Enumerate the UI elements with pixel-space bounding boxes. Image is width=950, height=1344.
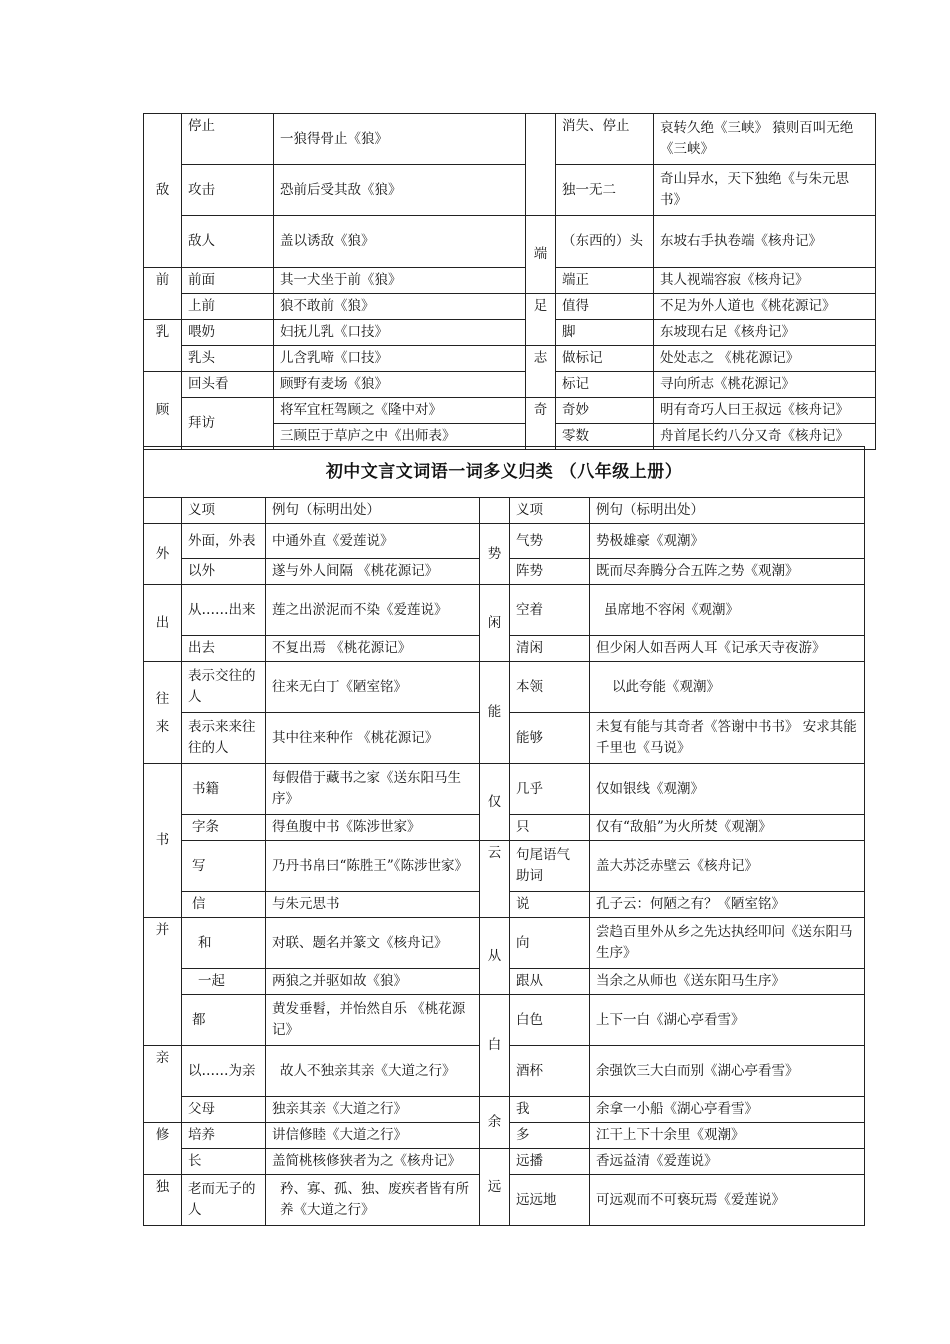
word-cell: 端 (526, 216, 556, 294)
meaning-cell: 以外 (182, 559, 266, 585)
meaning-cell: 酒杯 (510, 1046, 590, 1097)
meaning-cell: 长 (182, 1149, 266, 1175)
meaning-cell: 表示来来往往的人 (182, 713, 266, 764)
meaning-cell: 气势 (510, 524, 590, 559)
example-cell: 对联、题名并篆文《核舟记》 (266, 918, 480, 969)
meaning-cell: 外面，外表 (182, 524, 266, 559)
meaning-cell: 只 (510, 815, 590, 841)
top-continued-table (143, 113, 876, 450)
meaning-cell: 端正 (556, 268, 654, 294)
meaning-cell: 表示交往的人 (182, 662, 266, 713)
header-meaning: 义项 (182, 498, 266, 524)
example-cell: 可远观而不可亵玩焉《爱莲说》 (590, 1175, 865, 1226)
word-cell: 乳 (144, 320, 182, 372)
meaning-cell: 空着 (510, 585, 590, 636)
example-cell: 莲之出淤泥而不染《爱莲说》 (266, 585, 480, 636)
example-cell: 三顾臣于草庐之中《出师表》 (274, 424, 526, 450)
meaning-cell: 和 (182, 918, 266, 969)
example-cell: 矜、寡、孤、独、废疾者皆有所养《大道之行》 (266, 1175, 480, 1226)
meaning-cell: 消失、停止 (556, 114, 654, 165)
example-cell: 舟首尾长约八分又奇《核舟记》 (654, 424, 876, 450)
word-cell (526, 114, 556, 216)
meaning-cell: 攻击 (182, 165, 274, 216)
header-meaning: 义项 (510, 498, 590, 524)
word-cell: 云 (480, 841, 510, 918)
example-cell: 尝趋百里外从乡之先达执经叩问《送东阳马生序》 (590, 918, 865, 969)
example-cell: 盖以诱敌《狼》 (274, 216, 526, 268)
word-cell: 志 (526, 346, 556, 398)
meaning-cell: 父母 (182, 1097, 266, 1123)
meaning-cell: 停止 (182, 114, 274, 165)
meaning-cell: 远播 (510, 1149, 590, 1175)
example-cell: 盖简桃核修狭者为之《核舟记》 (266, 1149, 480, 1175)
example-cell: 乃丹书帛曰“陈胜王”《陈涉世家》 (266, 841, 480, 892)
example-cell: 但少闲人如吾两人耳《记承天寺夜游》 (590, 636, 865, 662)
header-blank (144, 498, 182, 524)
meaning-cell: 零数 (556, 424, 654, 450)
meaning-cell: 远远地 (510, 1175, 590, 1226)
example-cell: 哀转久绝《三峡》 猿则百叫无绝《三峡》 (654, 114, 876, 165)
example-cell: 虽席地不容闲《观潮》 (590, 585, 865, 636)
meaning-cell: 我 (510, 1097, 590, 1123)
meaning-cell: 从……出来 (182, 585, 266, 636)
example-cell: 妇抚儿乳《口技》 (274, 320, 526, 346)
header-example: 例句（标明出处） (590, 498, 865, 524)
meaning-cell: 前面 (182, 268, 274, 294)
meaning-cell: 几乎 (510, 764, 590, 815)
meaning-cell: 清闲 (510, 636, 590, 662)
example-cell: 未复有能与其奇者《答谢中书书》 安求其能千里也《马说》 (590, 713, 865, 764)
example-cell: 其中往来种作 《桃花源记》 (266, 713, 480, 764)
example-cell: 以此夸能《观潮》 (590, 662, 865, 713)
meaning-cell: 写 (182, 841, 266, 892)
example-cell: 势极雄豪《观潮》 (590, 524, 865, 559)
example-cell: 其人视端容寂《核舟记》 (654, 268, 876, 294)
header-example: 例句（标明出处） (266, 498, 480, 524)
example-cell: 恐前后受其敌《狼》 (274, 165, 526, 216)
example-cell: 两狼之并驱如故《狼》 (266, 969, 480, 995)
meaning-cell: 独一无二 (556, 165, 654, 216)
meaning-cell: 回头看 (182, 372, 274, 398)
example-cell: 一狼得骨止《狼》 (274, 114, 526, 165)
word-cell: 出 (144, 585, 182, 662)
meaning-cell: 老而无子的人 (182, 1175, 266, 1226)
meaning-cell: 多 (510, 1123, 590, 1149)
word-cell: 仅 (480, 764, 510, 841)
meaning-cell: 拜访 (182, 398, 274, 450)
example-cell: 其一犬坐于前《狼》 (274, 268, 526, 294)
word-cell: 余 (480, 1097, 510, 1149)
example-cell: 孔子云：何陋之有？《陋室铭》 (590, 892, 865, 918)
meaning-cell: 上前 (182, 294, 274, 320)
meaning-cell: 出去 (182, 636, 266, 662)
word-cell: 独 (144, 1175, 182, 1226)
meaning-cell: 做标记 (556, 346, 654, 372)
word-cell: 外 (144, 524, 182, 585)
meaning-cell: 能够 (510, 713, 590, 764)
meaning-cell: （东西的）头 (556, 216, 654, 268)
example-cell: 独亲其亲《大道之行》 (266, 1097, 480, 1123)
word-cell: 白 (480, 995, 510, 1097)
meaning-cell: 本领 (510, 662, 590, 713)
word-cell: 亲 (144, 1046, 182, 1123)
example-cell: 中通外直《爱莲说》 (266, 524, 480, 559)
page-title: 初中文言文词语一词多义归类 （八年级上册） (144, 447, 865, 498)
example-cell: 仅如银线《观潮》 (590, 764, 865, 815)
word-cell: 往来 (144, 662, 182, 764)
word-cell: 奇 (526, 398, 556, 450)
meaning-cell: 喂奶 (182, 320, 274, 346)
meaning-cell: 信 (182, 892, 266, 918)
meaning-cell: 以……为亲 (182, 1046, 266, 1097)
example-cell: 故人不独亲其亲《大道之行》 (266, 1046, 480, 1097)
example-cell: 处处志之 《桃花源记》 (654, 346, 876, 372)
example-cell: 将军宜枉驾顾之《隆中对》 (274, 398, 526, 424)
example-cell: 往来无白丁《陋室铭》 (266, 662, 480, 713)
meaning-cell: 书籍 (182, 764, 266, 815)
meaning-cell: 跟从 (510, 969, 590, 995)
example-cell: 盖大苏泛赤壁云《核舟记》 (590, 841, 865, 892)
meaning-cell: 向 (510, 918, 590, 969)
word-cell: 能 (480, 662, 510, 764)
example-cell: 与朱元思书 (266, 892, 480, 918)
example-cell: 东坡右手执卷端《核舟记》 (654, 216, 876, 268)
polysemy-table (143, 446, 865, 1226)
header-blank (480, 498, 510, 524)
word-cell: 远 (480, 1149, 510, 1226)
meaning-cell: 敌人 (182, 216, 274, 268)
meaning-cell: 培养 (182, 1123, 266, 1149)
word-cell: 修 (144, 1123, 182, 1175)
example-cell: 江干上下十余里《观潮》 (590, 1123, 865, 1149)
example-cell: 不足为外人道也《桃花源记》 (654, 294, 876, 320)
example-cell: 余拿一小船《湖心亭看雪》 (590, 1097, 865, 1123)
example-cell: 不复出焉 《桃花源记》 (266, 636, 480, 662)
meaning-cell: 脚 (556, 320, 654, 346)
meaning-cell: 都 (182, 995, 266, 1046)
example-cell: 遂与外人间隔 《桃花源记》 (266, 559, 480, 585)
word-cell: 从 (480, 918, 510, 995)
meaning-cell: 字条 (182, 815, 266, 841)
example-cell: 明有奇巧人曰王叔远《核舟记》 (654, 398, 876, 424)
example-cell: 既而尽奔腾分合五阵之势《观潮》 (590, 559, 865, 585)
word-cell: 顾 (144, 372, 182, 450)
meaning-cell: 乳头 (182, 346, 274, 372)
example-cell: 每假借于藏书之家《送东阳马生序》 (266, 764, 480, 815)
example-cell: 得鱼腹中书《陈涉世家》 (266, 815, 480, 841)
meaning-cell: 白色 (510, 995, 590, 1046)
meaning-cell: 阵势 (510, 559, 590, 585)
example-cell: 黄发垂髫，并怡然自乐 《桃花源记》 (266, 995, 480, 1046)
example-cell: 上下一白《湖心亭看雪》 (590, 995, 865, 1046)
example-cell: 讲信修睦《大道之行》 (266, 1123, 480, 1149)
word-cell: 势 (480, 524, 510, 585)
example-cell: 奇山异水，天下独绝《与朱元思书》 (654, 165, 876, 216)
word-cell: 足 (526, 294, 556, 346)
meaning-cell: 值得 (556, 294, 654, 320)
example-cell: 寻向所志《桃花源记》 (654, 372, 876, 398)
word-cell: 敌 (144, 114, 182, 268)
word-cell: 闲 (480, 585, 510, 662)
meaning-cell: 句尾语气助词 (510, 841, 590, 892)
example-cell: 东坡现右足《核舟记》 (654, 320, 876, 346)
word-cell: 前 (144, 268, 182, 320)
meaning-cell: 一起 (182, 969, 266, 995)
example-cell: 香远益清《爱莲说》 (590, 1149, 865, 1175)
example-cell: 仅有“敌船”为火所焚《观潮》 (590, 815, 865, 841)
word-cell: 并 (144, 918, 182, 1046)
meaning-cell: 奇妙 (556, 398, 654, 424)
example-cell: 余强饮三大白而别《湖心亭看雪》 (590, 1046, 865, 1097)
word-cell: 书 (144, 764, 182, 918)
example-cell: 当余之从师也《送东阳马生序》 (590, 969, 865, 995)
example-cell: 顾野有麦场《狼》 (274, 372, 526, 398)
example-cell: 狼不敢前《狼》 (274, 294, 526, 320)
example-cell: 儿含乳啼《口技》 (274, 346, 526, 372)
meaning-cell: 标记 (556, 372, 654, 398)
meaning-cell: 说 (510, 892, 590, 918)
